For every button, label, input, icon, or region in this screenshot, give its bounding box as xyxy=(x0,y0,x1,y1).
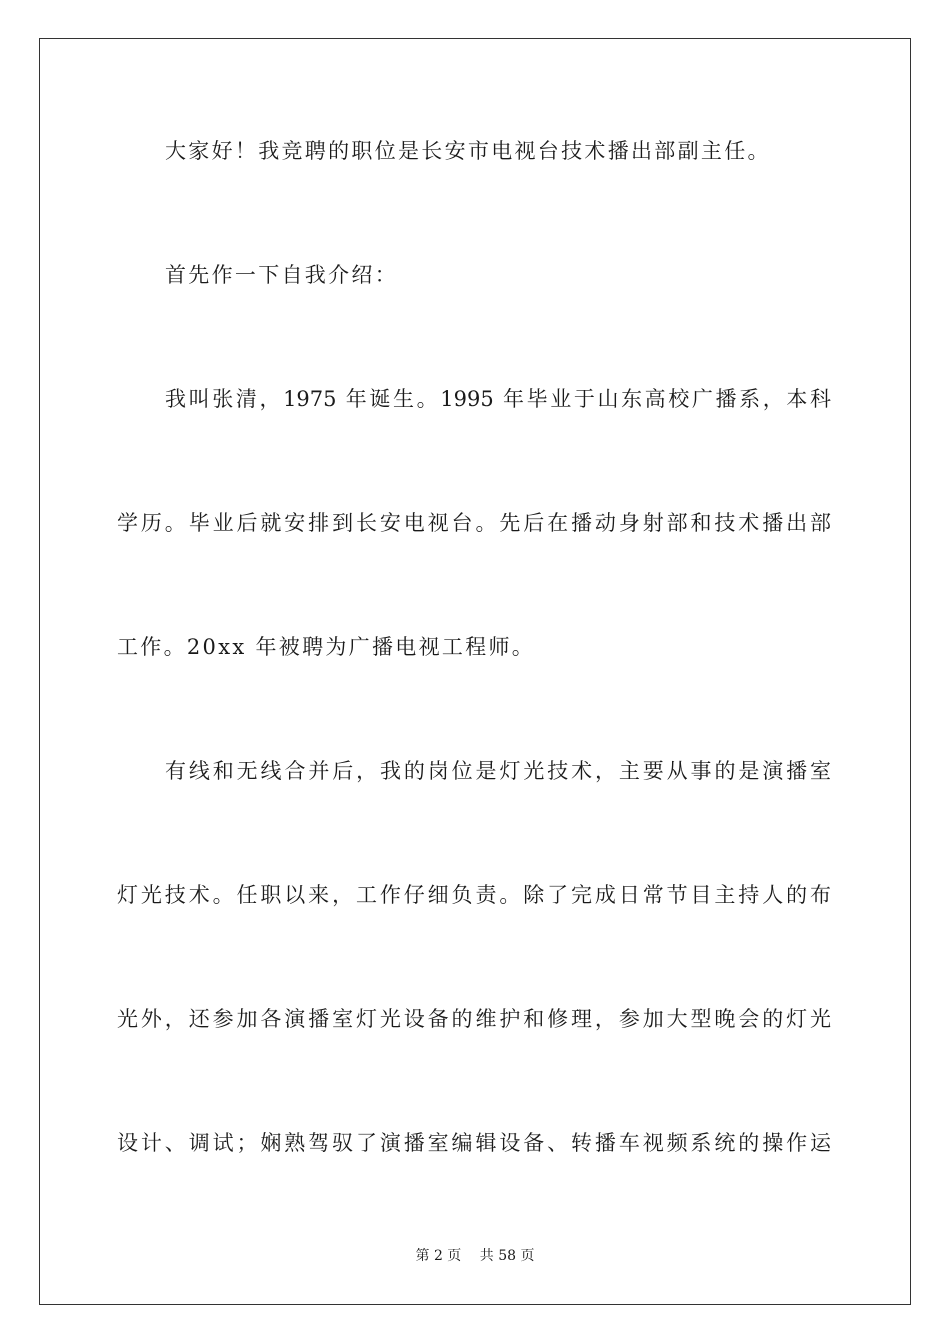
paragraph-bio-line-1: 我叫张清，1975 年诞生。1995 年毕业于山东高校广播系，本科 xyxy=(165,387,831,411)
paragraph-role-line-1: 有线和无线合并后，我的岗位是灯光技术，主要从事的是演播室 xyxy=(165,759,831,783)
paragraph-greeting: 大家好！我竞聘的职位是长安市电视台技术播出部副主任。 xyxy=(165,139,771,163)
paragraph-bio-line-2: 学历。毕业后就安排到长安电视台。先后在播动身射部和技术播出部 xyxy=(117,511,831,535)
paragraph-intro-heading: 首先作一下自我介绍： xyxy=(165,263,398,287)
paragraph-role-line-3: 光外，还参加各演播室灯光设备的维护和修理，参加大型晚会的灯光 xyxy=(117,1007,831,1031)
paragraph-role-line-4: 设计、调试；娴熟驾驭了演播室编辑设备、转播车视频系统的操作运 xyxy=(117,1131,831,1155)
paragraph-bio-line-3: 工作。20xx 年被聘为广播电视工程师。 xyxy=(117,635,536,659)
page-number-footer: 第 2 页 共 58 页 xyxy=(415,1248,535,1264)
paragraph-role-line-2: 灯光技术。任职以来，工作仔细负责。除了完成日常节目主持人的布 xyxy=(117,883,831,907)
page-frame xyxy=(39,38,911,1305)
